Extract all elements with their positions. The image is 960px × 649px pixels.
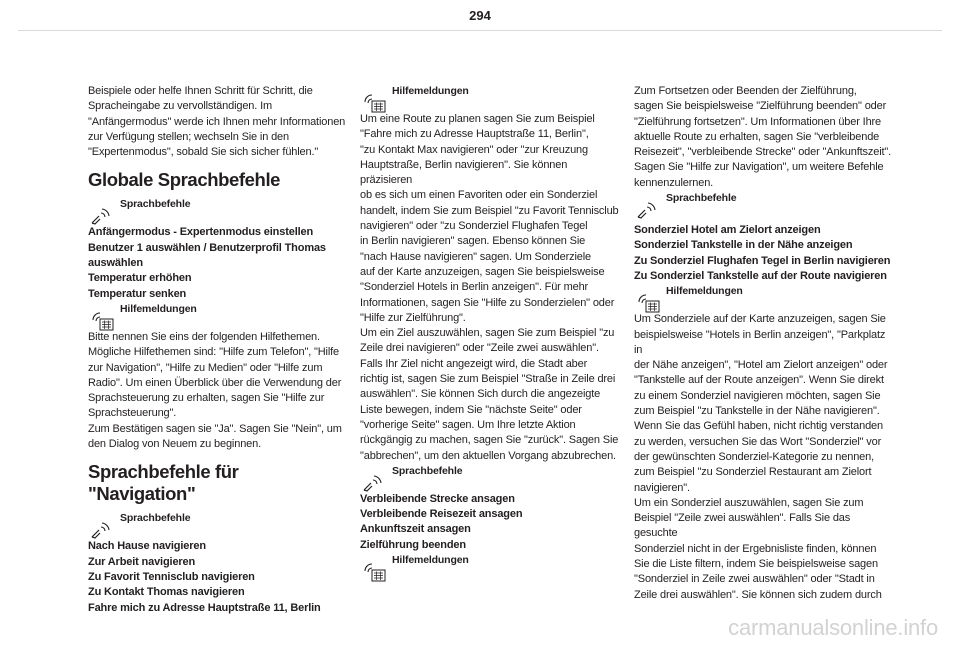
column-3 <box>634 84 896 603</box>
help-message-icon <box>88 308 118 332</box>
label-text: Hilfemeldungen <box>120 302 197 315</box>
label-text: Hilfemeldungen <box>392 85 469 97</box>
section-heading-global: Globale Sprachbefehle <box>88 169 281 191</box>
command-list: Anfängermodus - Expertenmodus einstellen Benutzer 1 auswählen / Benutzerprofil Thomas auswählen Temperatur erhöhen Temperatur senken <box>88 226 326 300</box>
voice-command-icon <box>88 203 118 227</box>
help-text: Um Sonderziele auf der Karte anzuzeigen, sagen Sie beispielsweise "Hotels in Berlin anzeigen", "Parkplatz in der Nähe anzeigen", "Hotel am Zielort anzeigen" oder "Tankstelle auf der Route anzeigen". Wenn Sie direkt zu einem Sonderziel navigieren möchten, sagen Sie zum Beispiel "zu Tankstelle in der Nähe navigieren". Wenn Sie das Gefühl haben, nicht richtig verstanden zu werden, versuchen Sie das Wort "Sonderziel" vor der gewünschten Sonderziel-Kategorie zu nennen, zum Beispiel "zu Sonderziel Restaurant am Zielort navigieren". Um ein Sonderziel auszuwählen, sagen Sie zum Beispiel "Zeile zwei auswählen". Falls Sie das gesuchte Sonderziel nicht in der Ergebnisliste finden, können Sie die Liste filtern, indem Sie beispielsweise sagen "Sonderziel in Zeile zwei auswählen" oder "Stadt in Zeile drei auswählen". Sie können sich zudem durch <box>634 313 888 601</box>
watermark: carmanualsonline.info <box>728 615 938 640</box>
help-messages-label <box>88 302 350 330</box>
intro-text: Beispiele oder helfe Ihnen Schritt für Schritt, die Spracheingabe zu vervollständigen. Im "Anfängermodus" werde ich Ihnen mehr Informationen zur Verfügung stellen; wechseln Sie in den "Expertenmodus", sobald Sie sich sicher fühlen." <box>88 85 346 159</box>
command-list: Sonderziel Hotel am Zielort anzeigen Sonderziel Tankstelle in der Nähe anzeigen Zu Sonderziel Flughafen Tegel in Berlin navigieren Zu Sonderziel Tankstelle auf der Route navigieren <box>634 224 891 282</box>
page-number: 294 <box>469 8 491 23</box>
voice-command-icon <box>360 470 390 494</box>
section-heading-navigation: Sprachbefehle für "Navigation" <box>88 461 239 505</box>
column-2 <box>360 84 622 581</box>
voice-commands-label <box>88 511 350 539</box>
label-text: Sprachbefehle <box>392 464 463 477</box>
voice-commands-label <box>360 464 622 492</box>
help-text: Um eine Route zu planen sagen Sie zum Beispiel "Fahre mich zu Adresse Hauptstraße 11, Berlin", "zu Kontakt Max navigieren" oder "zur Kreuzung Hauptstraße, Berlin navigieren". Sie können präzisieren ob es sich um einen Favoriten oder ein Sonderziel handelt, indem Sie zum Beispiel "zu Favorit Tennisclub navigieren" oder "zu Sonderziel Flughafen Tegel in Berlin navigieren" sagen. Ebenso können Sie "nach Hause navigieren" sagen. Um Sonderziele auf der Karte anzuzeigen, sagen Sie beispielsweise "Sonderziel Hotels in Berlin anzeigen". Für mehr Informationen, sagen Sie "Hilfe zu Sonderzielen" oder "Hilfe zur Zielführung". Um ein Ziel auszuwählen, sagen Sie zum Beispiel "zu Zeile drei navigieren" oder "Zeile zwei auswählen". Falls Ihr Ziel nicht angezeigt wird, die Stadt aber richtig ist, sagen Sie zum Beispiel "Straße in Zeile drei auswählen". Sie können Sich durch die angezeigte Liste bewegen, indem Sie "nächste Seite" oder "vorherige Seite" sagen. Um Ihre letzte Aktion rückgängig zu machen, sagen Sie "zurück". Sagen Sie "abbrechen", um den aktuellen Vorgang abzubrechen. <box>360 113 619 462</box>
help-message-icon <box>360 559 390 583</box>
help-message-icon <box>360 90 390 114</box>
voice-command-icon <box>634 197 664 221</box>
label-text: Sprachbefehle <box>120 198 191 211</box>
header-divider <box>18 30 942 31</box>
voice-commands-label <box>88 197 350 225</box>
label-text: Hilfemeldungen <box>392 554 469 567</box>
voice-commands-label <box>634 191 896 219</box>
help-messages-label <box>360 84 622 112</box>
intro-text: Zum Fortsetzen oder Beenden der Zielführung, sagen Sie beispielsweise "Zielführung beenden" oder "Zielführung fortsetzen". Um Informationen über Ihre aktuelle Route zu erhalten, sagen Sie "verbleibende Reisezeit", "verbleibende Strecke" oder "Ankunftszeit". Sagen Sie "Hilfe zur Navigation", um weitere Befehle kennenzulernen. <box>634 85 892 189</box>
help-messages-label <box>634 284 896 312</box>
label-text: Hilfemeldungen <box>666 285 743 298</box>
column-1 <box>88 84 350 616</box>
help-text: Bitte nennen Sie eins der folgenden Hilfethemen. Mögliche Hilfethemen sind: "Hilfe zum Telefon", "Hilfe zur Navigation", "Hilfe zu Medien" oder "Hilfe zum Radio". Um einen Überblick über die Verwendung der Sprachsteuerung zu erhalten, sagen Sie "Hilfe zur Sprachsteuerung". Zum Bestätigen sagen sie "Ja". Sagen Sie "Nein", um den Dialog von Neuem zu beginnen. <box>88 330 342 451</box>
command-list: Verbleibende Strecke ansagen Verbleibende Reisezeit ansagen Ankunftszeit ansagen Zielführung beenden <box>360 492 523 551</box>
help-messages-label <box>360 553 622 581</box>
voice-command-icon <box>88 517 118 541</box>
label-text: Sprachbefehle <box>120 512 191 525</box>
command-list: Nach Hause navigieren Zur Arbeit navigieren Zu Favorit Tennisclub navigieren Zu Kontakt Thomas navigieren Fahre mich zu Adresse Hauptstraße 11, Berlin <box>88 540 321 614</box>
help-message-icon <box>634 290 664 314</box>
label-text: Sprachbefehle <box>666 192 737 205</box>
